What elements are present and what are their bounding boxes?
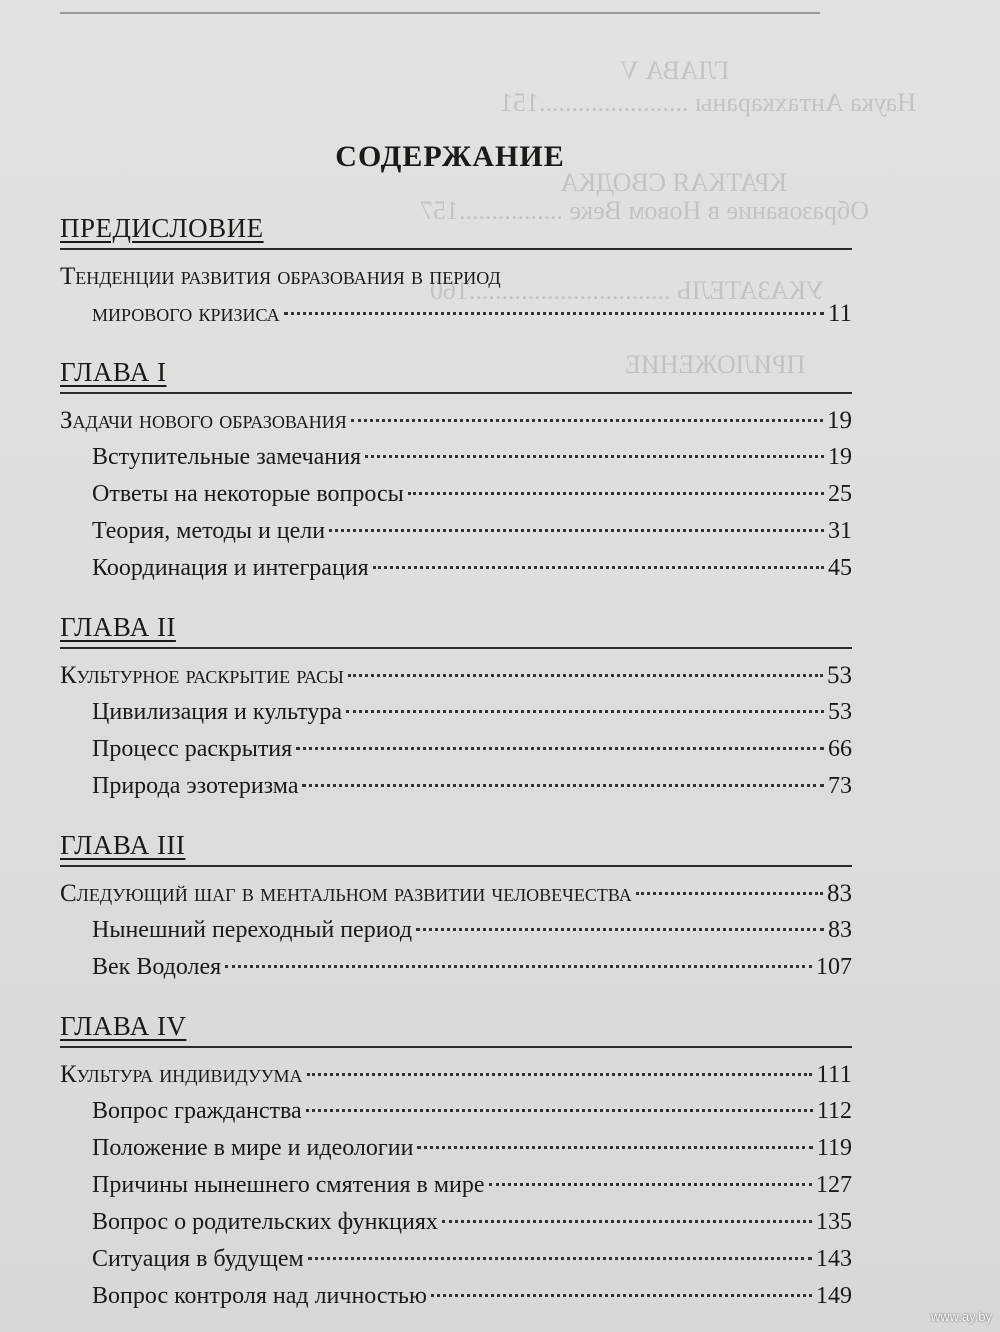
toc-subentry	[60, 912, 852, 949]
toc-subentry	[60, 550, 852, 587]
preface-heading: ПРЕДИСЛОВИЕ	[60, 213, 264, 243]
toc-entry-label: Вопрос о родительских функциях	[92, 1209, 438, 1235]
page-number: 135	[816, 1209, 852, 1235]
divider	[60, 647, 852, 649]
dot-leader	[408, 492, 824, 495]
toc-entry-label: Положение в мире и идеологии	[92, 1135, 414, 1161]
chapter-4	[60, 1006, 852, 1315]
page-number: 11	[827, 300, 852, 327]
page-number: 53	[828, 699, 852, 725]
dot-leader	[296, 747, 824, 750]
chapter-heading: ГЛАВА II	[60, 612, 176, 642]
dot-leader	[302, 784, 824, 787]
page-number: 143	[816, 1246, 852, 1272]
toc-entry	[60, 657, 852, 694]
toc-entry-label: Цивилизация и культура	[92, 699, 342, 725]
page-number: 19	[828, 444, 852, 470]
dot-leader	[348, 674, 823, 677]
dot-leader	[416, 928, 824, 931]
page-number: 111	[816, 1061, 852, 1088]
toc-subentry	[60, 694, 852, 731]
toc-subentry	[60, 1241, 852, 1278]
dot-leader	[489, 1183, 812, 1186]
page-number: 149	[816, 1283, 852, 1309]
page-number: 83	[827, 880, 852, 907]
chapter-3	[60, 825, 852, 986]
toc-entry-label: Вступительные замечания	[92, 444, 362, 470]
toc-entry-label: Вопрос контроля над личностью	[92, 1283, 427, 1309]
dot-leader	[225, 965, 812, 968]
bleed-through-text: ГЛАВА V	[620, 56, 730, 85]
toc-entry	[60, 402, 852, 439]
bleed-through-text: ПРИЛОЖЕНИЕ	[625, 350, 806, 379]
bleed-through-text: Наука Антахкараны .......................151	[500, 88, 916, 117]
dot-leader	[636, 892, 823, 895]
page-number: 107	[816, 954, 852, 980]
toc-entry-line1: Тенденции развития образования в период	[60, 263, 501, 290]
page-number: 127	[816, 1172, 852, 1198]
watermark: www.ay.by	[930, 1309, 992, 1324]
toc-entry-label: Координация и интеграция	[92, 555, 369, 581]
dot-leader	[284, 312, 824, 315]
page-number: 66	[828, 736, 852, 762]
toc-entry-label: Следующий шаг в ментальном развитии человечества	[60, 880, 632, 907]
divider	[60, 1046, 852, 1048]
toc-entry-label: Век Водолея	[92, 954, 222, 980]
toc-subentry	[60, 439, 852, 476]
dot-leader	[351, 419, 823, 422]
toc-entry-label: Причины нынешнего смятения в мире	[92, 1172, 485, 1198]
dot-leader	[442, 1220, 812, 1223]
toc-entry-label: Культурное раскрытие расы	[60, 662, 344, 689]
chapter-heading: ГЛАВА III	[60, 830, 186, 860]
toc-subentry	[60, 731, 852, 768]
toc-entry	[60, 295, 852, 332]
toc-subentry	[60, 513, 852, 550]
toc-entry-label: Задачи нового образования	[60, 407, 347, 434]
dot-leader	[308, 1257, 812, 1260]
toc-subentry	[60, 1167, 852, 1204]
toc-subentry	[60, 949, 852, 986]
page-number: 83	[828, 917, 852, 943]
bleed-through-text: УКАЗАТЕЛЬ ...............................160	[430, 276, 825, 305]
toc-entry-label: Нынешний переходный период	[92, 917, 413, 943]
page-number: 112	[816, 1098, 852, 1124]
toc-entry-label: Ответы на некоторые вопросы	[92, 481, 404, 507]
toc-entry-label: Ситуация в будущем	[92, 1246, 304, 1272]
chapter-1	[60, 352, 852, 587]
toc-entry	[60, 1056, 852, 1093]
divider	[60, 865, 852, 867]
page-number: 53	[827, 662, 852, 689]
toc-subentry	[60, 476, 852, 513]
dot-leader	[306, 1109, 813, 1112]
page-number: 45	[828, 555, 852, 581]
page-number: 119	[816, 1135, 852, 1161]
page-number: 31	[828, 518, 852, 544]
page-number: 25	[828, 481, 852, 507]
divider	[60, 392, 852, 394]
preface-section	[60, 208, 852, 332]
toc-entry-label: Процесс раскрытия	[92, 736, 293, 762]
toc-subentry	[60, 1278, 852, 1315]
dot-leader	[417, 1146, 812, 1149]
dot-leader	[307, 1073, 813, 1076]
dot-leader	[346, 710, 824, 713]
page-number: 19	[827, 407, 852, 434]
page-title: СОДЕРЖАНИЕ	[335, 140, 565, 173]
page-top-edge	[60, 12, 820, 14]
bleed-through-text: Образование в Новом Веке ................157	[420, 196, 870, 225]
chapter-2	[60, 607, 852, 805]
toc-entry-label: мирового кризиса	[92, 300, 280, 327]
divider	[60, 248, 852, 250]
toc-subentry	[60, 768, 852, 805]
toc-entry-label: Теория, методы и цели	[92, 518, 326, 544]
chapter-heading: ГЛАВА IV	[60, 1011, 187, 1041]
toc-subentry	[60, 1130, 852, 1167]
dot-leader	[373, 566, 824, 569]
toc-entry-label: Вопрос гражданства	[92, 1098, 302, 1124]
dot-leader	[329, 529, 824, 532]
toc-entry-label: Культура индивидуума	[60, 1061, 303, 1088]
bleed-through-text: КРАТКАЯ СВОДКА	[560, 168, 787, 197]
toc-entry	[60, 875, 852, 912]
dot-leader	[365, 455, 824, 458]
chapter-heading: ГЛАВА I	[60, 357, 167, 387]
page-number: 73	[828, 773, 852, 799]
toc-entry-label: Природа эзотеризма	[92, 773, 299, 799]
toc-subentry	[60, 1093, 852, 1130]
dot-leader	[431, 1294, 812, 1297]
toc-subentry	[60, 1204, 852, 1241]
table-of-contents	[60, 208, 852, 1332]
